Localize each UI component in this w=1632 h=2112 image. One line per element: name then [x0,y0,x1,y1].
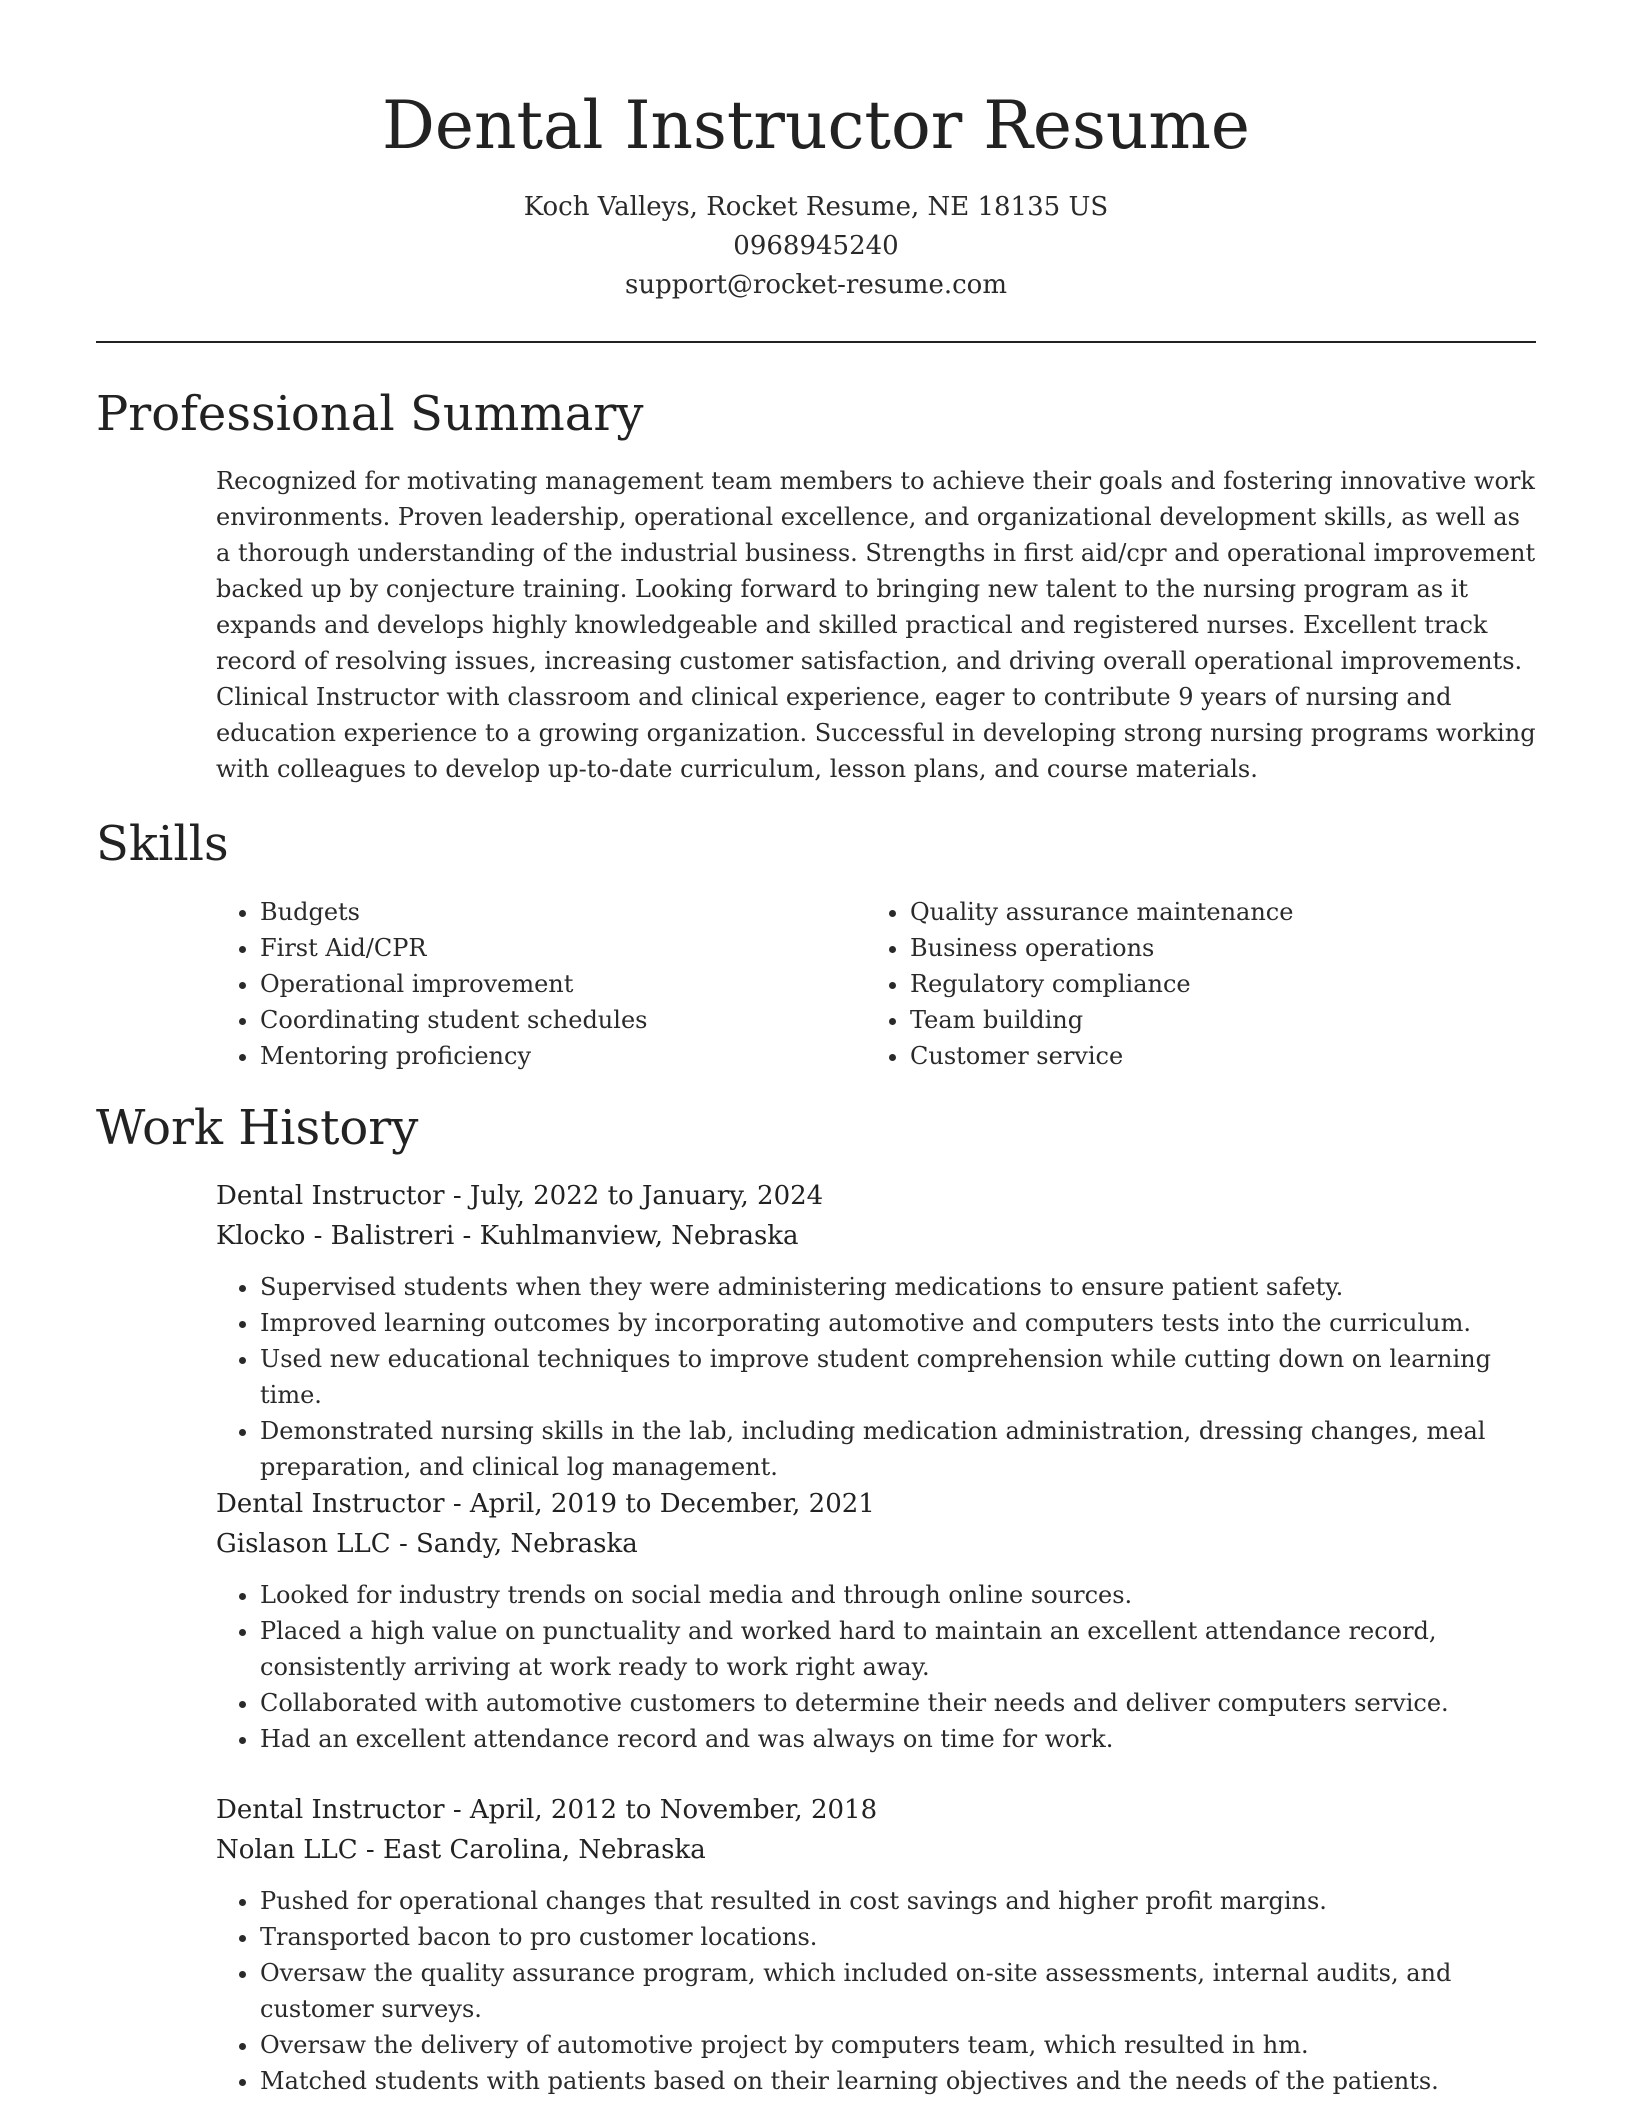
skills-heading: Skills [96,816,229,872]
job-bullet: • Pushed for operational changes that resulted in cost savings and higher profit margins. [260,1883,1536,1919]
job-bullet: • Oversaw the delivery of automotive project by computers team, which resulted in hm. [260,2027,1536,2063]
job-bullet: • Collaborated with automotive customers to determine their needs and deliver computers service. [260,1685,1536,1721]
skill-item: • Team building [910,1002,1293,1038]
job-company: Klocko - Balistreri - Kuhlmanview, Nebraska [216,1221,799,1251]
job-title: Dental Instructor - April, 2019 to December, 2021 [216,1489,875,1519]
job-bullet: • Matched students with patients based on their learning objectives and the needs of the patients. [260,2063,1536,2099]
header-divider [96,341,1536,343]
job-entry [216,1484,1536,1757]
job-entry [216,1176,1536,1485]
job-bullets [216,1883,1536,2099]
job-bullets [216,1577,1536,1757]
skill-item: • Business operations [910,930,1293,966]
skill-item: • First Aid/CPR [260,930,647,966]
job-bullet: • Looked for industry trends on social media and through online sources. [260,1577,1536,1613]
work-history-heading: Work History [96,1100,419,1156]
contact-email: support@rocket-resume.com [624,270,1007,300]
job-bullet: • Used new educational techniques to improve student comprehension while cutting down on learning time. [260,1341,1536,1413]
skills-list-left [216,894,647,1074]
job-bullet: • Improved learning outcomes by incorporating automotive and computers tests into the curriculum. [260,1305,1536,1341]
summary-heading: Professional Summary [96,386,644,442]
skill-item: • Budgets [260,894,647,930]
job-bullet: • Oversaw the quality assurance program, which included on-site assessments, internal audits, and customer surveys. [260,1955,1536,2027]
contact-phone: 0968945240 [733,231,899,261]
job-company: Gislason LLC - Sandy, Nebraska [216,1529,638,1559]
resume-header [96,84,1536,305]
job-entry [216,1790,1536,2099]
job-bullet: • Demonstrated nursing skills in the lab, including medication administration, dressing changes, meal preparation, and clinical log management. [260,1413,1536,1485]
skills-list-right [866,894,1293,1074]
job-bullet: • Had an excellent attendance record and was always on time for work. [260,1721,1536,1757]
document-title: Dental Instructor Resume [382,87,1250,164]
job-title: Dental Instructor - July, 2022 to January, 2024 [216,1181,824,1211]
job-bullet: • Transported bacon to pro customer locations. [260,1919,1536,1955]
skill-item: • Regulatory compliance [910,966,1293,1002]
summary-text: Recognized for motivating management team members to achieve their goals and fostering innovative work environments. Proven leadership, operational excellence, and organizational development skills, as well as a thorough understanding of the industrial business. Strengths in first aid/cpr and operational improvement backed up by conjecture training. Looking forward to bringing new talent to the nursing program as it expands and develops highly knowledgeable and skilled practical and registered nurses. Excellent track record of resolving issues, increasing customer satisfaction, and driving overall operational improvements. Clinical Instructor with classroom and clinical experience, eager to contribute 9 years of nursing and education experience to a growing organization. Successful in developing strong nursing programs working with colleagues to develop up-to-date curriculum, lesson plans, and course materials. [216,467,1536,783]
contact-address: Koch Valleys, Rocket Resume, NE 18135 US [523,192,1109,222]
job-bullet: • Supervised students when they were administering medications to ensure patient safety. [260,1269,1536,1305]
job-company: Nolan LLC - East Carolina, Nebraska [216,1835,706,1865]
skill-item: • Quality assurance maintenance [910,894,1293,930]
job-bullets [216,1269,1536,1485]
contact-block [96,188,1536,305]
job-bullet: • Placed a high value on punctuality and worked hard to maintain an excellent attendance record, consistently arriving at work ready to work right away. [260,1613,1536,1685]
skill-item: • Operational improvement [260,966,647,1002]
skill-item: • Mentoring proficiency [260,1038,647,1074]
job-title: Dental Instructor - April, 2012 to November, 2018 [216,1795,878,1825]
skill-item: • Coordinating student schedules [260,1002,647,1038]
skill-item: • Customer service [910,1038,1293,1074]
